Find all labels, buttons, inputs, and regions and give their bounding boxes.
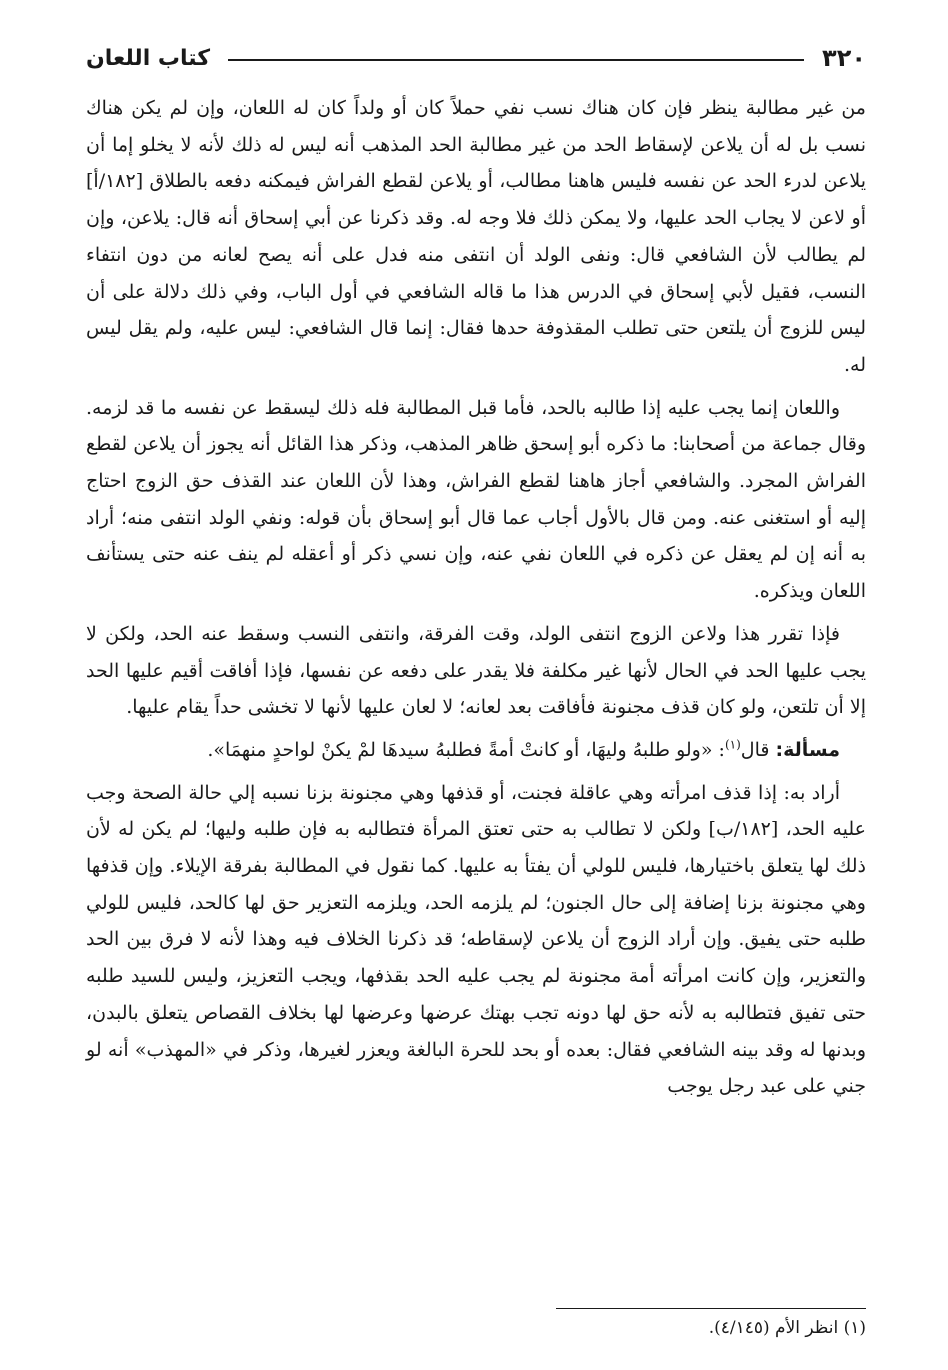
header-rule: [228, 59, 804, 61]
paragraph-2: واللعان إنما يجب عليه إذا طالبه بالحد، فأما قبل المطالبة فله ذلك ليسقط عن نفسه ما قد لزمه. وقال جماعة من أصحابنا: ما ذكره أبو إسحق ظاهر المذهب، وذكر هذا القائل أنه يجوز أن يلاعن لقطع الفراش المجرد. والشافعي أجاز هاهنا لقطع الفراش، وهذا لأن اللعان عند القذف حق الزوج احتاج إليه أو استغنى عنه. ومن قال بالأول أجاب عما قال أبو إسحاق بأن قوله: ونفي الولد انتفى منه؛ أراد به أنه إن لم يعقل عن ذكره في اللعان نفي عنه، وإن نسي ذكر أو أعقله لم ينف عنه حتى يستأنف اللعان ويذكره.: [86, 396, 866, 603]
book-title: كتاب اللعان: [86, 45, 211, 71]
running-head: [86, 40, 866, 76]
footnote-rule: [556, 1308, 866, 1309]
main-text: [86, 90, 866, 1105]
masala-label: مسألة:: [775, 738, 840, 761]
page-number: ٣٢٠: [822, 44, 866, 72]
masala-paragraph: [86, 732, 866, 769]
paragraph-3: فإذا تقرر هذا ولاعن الزوج انتفى الولد، وقت الفرقة، وانتفى النسب وسقط عنه الحد، ولكن لا يجب عليها الحد في الحال لأنها غير مكلفة فلا يقدر على دفعه عن نفسها، فإذا أفاقت أقيم عليها الحد إلا أن تلتعن، ولو كان قذف مجنونة فأفاقت بعد لعانه؛ لا لعان عليها لأنها لا تخشى حداً يقام عليها.: [86, 622, 866, 719]
paragraph-5: أراد به: إذا قذف امرأته وهي عاقلة فجنت، أو قذفها وهي مجنونة بزنا نسبه إلي حالة الصحة وجب عليه الحد، [١٨٢/ب] ولكن لا تطالب به حتى تعتق المرأة فتطالبه به فإن طلبه وليها؛ لم يكن له لأن ذلك لها يتعلق باختيارها، فليس للولي أن يفتأ به عليها. كما نقول في المطالبة بفرقة الإيلاء. وإن قذفها وهي مجنونة بزنا إضافة إلى حال الجنون؛ لم يلزمه الحد، ويلزمه التعزير حق لها كالحد، فليس للولي طلبه حتى يفيق. وإن أراد الزوج أن يلاعن لإسقاطه؛ قد ذكرنا الخلاف فيه وهذا لأنه لا فرق بين الحد والتعزير، وإن كانت امرأته أمة مجنونة لم يجب عليه الحد بقذفها، ويجب التعزيز، وليس للسيد طلبه حتى تفيق فتطالبه به لأنه حق لها دونه تجب بهتك عرضها وعرضها لها بخلاف القصاص يتعلق بالبدن، وبدنها له وقد بينه الشافعي فقال: بعده أو بحد للحرة البالغة ويعزر لغيرها، وذكر في «المهذب» أنه لو جني على عبد رجل يوجب: [86, 781, 866, 1098]
paragraph-1: من غير مطالبة ينظر فإن كان هناك نسب نفي حملاً كان أو ولداً كان له اللعان، وإن لم يكن هناك نسب بل له أن يلاعن لإسقاط الحد من غير مطالبة الحد المذهب أنه ليس له ذلك لأنه لا يخلو إما أن يلاعن لدرء الحد عن نفسه فليس هاهنا مطالب، أو يلاعن لقطع الفراش فيمكنه دفعه بالطلاق [١٨٢/أ] أو لاعن لا يجاب الحد عليها، ولا يمكن ذلك فلا وجه له. وقد ذكرنا عن أبي إسحاق أنه قال: يلاعن، وإن لم يطالب لأن الشافعي قال: ونفى الولد أن انتفى منه فدل على أنه يصح لعانه من دون انتفاء النسب، فقيل لأبي إسحاق في الدرس هذا ما قاله الشافعي في أول الباب، وفي ذلك دلالة على أن ليس للزوج أن يلتعن حتى تطلب المقذوفة حدها فقال: إنما قال الشافعي: ليس عليه، ولم يقل ليس له.: [86, 97, 866, 376]
masala-text-b: : «ولو طلبهُ وليهَا، أو كانتْ أمةً فطلبهُ سيدهَا لمْ يكنْ لواحدٍ منهمَا».: [207, 738, 725, 761]
masala-text-a: قال: [740, 738, 770, 761]
footnote: (١) انظر الأم (٤/١٤٥).: [708, 1318, 866, 1338]
footnote-ref: (١): [724, 737, 741, 752]
book-page: [86, 40, 866, 1360]
